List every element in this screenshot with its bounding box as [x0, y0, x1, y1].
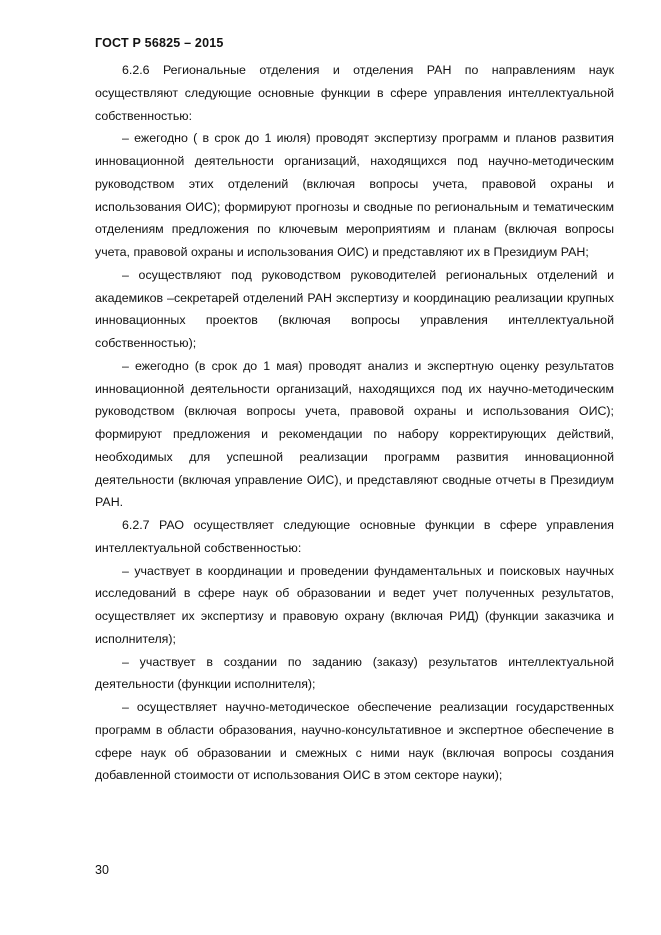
list-item-methodical-support: – осуществляет научно-методическое обеспечение реализации государственных программ в области образования, научно-консультативное и экспертное обеспечение в сфере наук об образовании и смежных с ними наук (включая вопросы создания добавленной стоимости от использования ОИС в этом секторе науки);: [95, 700, 614, 783]
list-item-fundamental-research: – участвует в координации и проведении фундаментальных и поисковых научных исследований в сфере наук об образовании и ведет учет полученных результатов, осуществляет их экспертизу и правовую охрану (включая РИД) (функции заказчика и исполнителя);: [95, 563, 614, 646]
document-body: [95, 59, 614, 787]
list-item-coordination-projects: – осуществляют под руководством руководителей региональных отделений и академиков –секретарей отделений РАН экспертизу и координацию реализации крупных инновационных проектов (включая вопросы управления интеллектуальной собственностью);: [95, 267, 614, 350]
paragraph-6-2-7: 6.2.7 РАО осуществляет следующие основные функции в сфере управления интеллектуальной собственностью:: [95, 518, 614, 555]
list-item-creation-results: – участвует в создании по заданию (заказу) результатов интеллектуальной деятельности (функции исполнителя);: [95, 654, 614, 692]
paragraph-6-2-6: 6.2.6 Региональные отделения и отделения РАН по направлениям наук осуществляют следующие основные функции в сфере управления интеллектуальной собственностью:: [95, 63, 614, 123]
list-item-expertise-programs: – ежегодно ( в срок до 1 июля) проводят экспертизу программ и планов развития инновационной деятельности организаций, находящихся под научно-методическим руководством этих отделений (включая вопросы учета, правовой охраны и использования ОИС); формируют прогнозы и сводные по региональным и тематическим отделениям предложения по ключевым мероприятиям и планам (включая вопросы учета, правовой охраны и использования ОИС) и представляют их в Президиум РАН;: [95, 131, 614, 259]
page-number: 30: [95, 863, 109, 877]
list-item-analysis-results: – ежегодно (в срок до 1 мая) проводят анализ и экспертную оценку результатов инновационной деятельности организаций, находящихся под их научно-методическим руководством (включая вопросы учета, правовой охраны и использования ОИС); формируют предложения и рекомендации по набору корректирующих действий, необходимых для успешной реализации программ развития инновационной деятельности (включая управление ОИС), и представляют сводные отчеты в Президиум РАН.: [95, 358, 614, 510]
document-header: ГОСТ Р 56825 – 2015: [95, 36, 224, 50]
